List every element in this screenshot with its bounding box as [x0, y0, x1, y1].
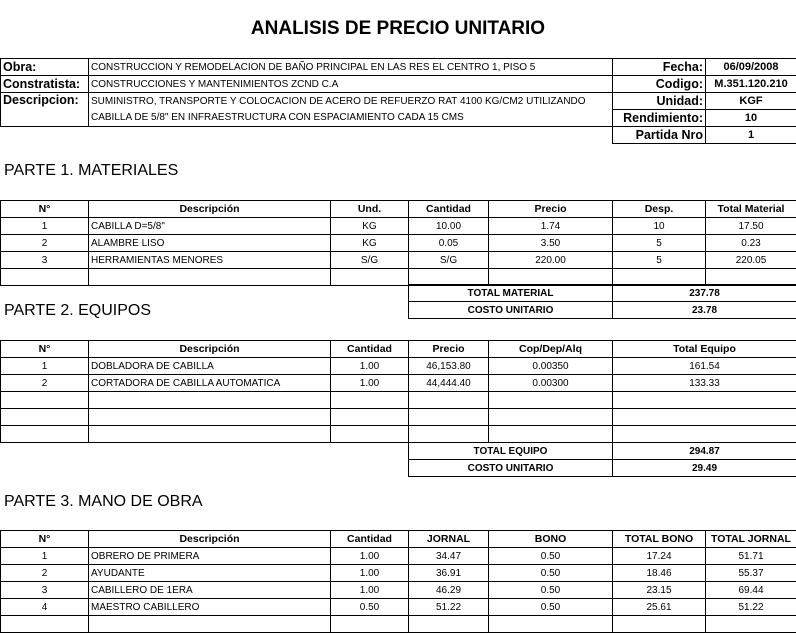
table-cell: 0.05 — [409, 235, 489, 252]
total-material-label: TOTAL MATERIAL — [409, 285, 613, 302]
table-row — [1, 582, 796, 599]
table-cell: 5 — [613, 252, 706, 269]
section-mano-obra-title: PARTE 3. MANO DE OBRA — [4, 493, 203, 511]
table-cell — [1, 426, 89, 443]
table-cell — [89, 409, 331, 426]
table-cell: 3.50 — [489, 235, 613, 252]
descripcion-line-2: CABILLA DE 5/8" EN INFRAESTRUCTURA CON ESPACIAMIENTO CADA 15 CMS — [89, 110, 613, 127]
table-cell — [489, 269, 613, 286]
obra-value: CONSTRUCCION Y REMODELACION DE BAÑO PRINCIPAL EN LAS RES EL CENTRO 1, PISO 5 — [89, 59, 613, 76]
table-cell: 46.29 — [409, 582, 489, 599]
table-cell — [409, 409, 489, 426]
table-cell: 36.91 — [409, 565, 489, 582]
table-cell: 10 — [613, 218, 706, 235]
table-cell: 3 — [1, 582, 89, 599]
table-cell: 0.50 — [489, 548, 613, 565]
table-cell — [89, 392, 331, 409]
table-cell — [331, 269, 409, 286]
table-cell: 5 — [613, 235, 706, 252]
table-cell: 1.00 — [331, 548, 409, 565]
table-cell: 44,444.40 — [409, 375, 489, 392]
materiales-table — [0, 200, 796, 286]
table-row — [1, 235, 796, 252]
contratista-value: CONSTRUCCIONES Y MANTENIMIENTOS ZCND C.A — [89, 76, 613, 93]
partida-label: Partida Nro — [613, 127, 706, 144]
header-row — [1, 341, 796, 358]
column-header: Descripción — [89, 531, 331, 548]
table-cell: 220.00 — [489, 252, 613, 269]
costo-unitario-material-value: 23.78 — [613, 302, 796, 319]
table-cell: 2 — [1, 565, 89, 582]
total-equipo-label: TOTAL EQUIPO — [409, 443, 613, 460]
table-cell — [489, 409, 613, 426]
unidad-value: KGF — [706, 93, 796, 110]
column-header: Precio — [489, 201, 613, 218]
column-header: N° — [1, 201, 89, 218]
unidad-label: Unidad: — [613, 93, 706, 110]
section-materiales-title: PARTE 1. MATERIALES — [4, 162, 178, 180]
table-cell: CABILLERO DE 1ERA — [89, 582, 331, 599]
table-cell: 55.37 — [706, 565, 796, 582]
table-cell: 51.22 — [706, 599, 796, 616]
table-row — [1, 392, 796, 409]
table-cell — [331, 426, 409, 443]
table-cell: 51.22 — [409, 599, 489, 616]
descripcion-label: Descripcion: — [1, 93, 89, 127]
table-cell: DOBLADORA DE CABILLA — [89, 358, 331, 375]
table-cell: 1 — [1, 358, 89, 375]
table-cell: 1.00 — [331, 582, 409, 599]
table-row — [1, 565, 796, 582]
table-cell — [613, 269, 706, 286]
table-cell: KG — [331, 218, 409, 235]
table-cell: 161.54 — [613, 358, 796, 375]
table-cell: HERRAMIENTAS MENORES — [89, 252, 331, 269]
table-cell: 17.24 — [613, 548, 706, 565]
column-header: Cantidad — [331, 531, 409, 548]
table-cell: 17.50 — [706, 218, 796, 235]
table-row — [1, 426, 796, 443]
rendimiento-label: Rendimiento: — [613, 110, 706, 127]
table-cell: 1 — [1, 548, 89, 565]
costo-unitario-equipo-label: COSTO UNITARIO — [409, 460, 613, 477]
column-header: Cantidad — [409, 201, 489, 218]
header-row — [1, 201, 796, 218]
table-cell: 4 — [1, 599, 89, 616]
table-cell: 0.50 — [489, 565, 613, 582]
table-cell: 69.44 — [706, 582, 796, 599]
table-cell: 2 — [1, 235, 89, 252]
table-cell — [89, 269, 331, 286]
table-cell: 51.71 — [706, 548, 796, 565]
header-row — [1, 531, 796, 548]
table-cell — [409, 392, 489, 409]
table-row — [1, 375, 796, 392]
column-header: TOTAL JORNAL — [706, 531, 796, 548]
column-header: N° — [1, 531, 89, 548]
table-cell: 0.00300 — [489, 375, 613, 392]
materiales-totals — [408, 284, 796, 319]
column-header: TOTAL BONO — [613, 531, 706, 548]
obra-label: Obra: — [1, 59, 89, 76]
contratista-label: Constratista: — [1, 76, 89, 93]
column-header: Descripción — [89, 201, 331, 218]
table-row — [1, 269, 796, 286]
total-equipo-value: 294.87 — [613, 443, 796, 460]
table-cell — [331, 392, 409, 409]
table-row — [1, 409, 796, 426]
table-cell — [89, 426, 331, 443]
table-row — [1, 218, 796, 235]
total-material-value: 237.78 — [613, 285, 796, 302]
column-header: Precio — [409, 341, 489, 358]
codigo-label: Codigo: — [613, 76, 706, 93]
costo-unitario-material-label: COSTO UNITARIO — [409, 302, 613, 319]
table-cell: 0.50 — [489, 582, 613, 599]
table-cell: 46,153.80 — [409, 358, 489, 375]
column-header: Total Equipo — [613, 341, 796, 358]
table-cell: 133.33 — [613, 375, 796, 392]
table-cell: 3 — [1, 252, 89, 269]
header-info-table — [0, 58, 796, 144]
table-cell: 0.50 — [331, 599, 409, 616]
mano-obra-table — [0, 530, 796, 633]
table-cell — [489, 392, 613, 409]
table-cell: 0.23 — [706, 235, 796, 252]
section-equipos-title: PARTE 2. EQUIPOS — [4, 302, 151, 320]
table-cell — [1, 409, 89, 426]
table-cell: 1.00 — [331, 375, 409, 392]
table-cell: 25.61 — [613, 599, 706, 616]
table-cell — [613, 426, 796, 443]
table-cell — [409, 269, 489, 286]
table-cell — [331, 409, 409, 426]
column-header: Descripción — [89, 341, 331, 358]
table-cell: 0.00350 — [489, 358, 613, 375]
codigo-value: M.351.120.210 — [706, 76, 796, 93]
table-row — [1, 252, 796, 269]
table-cell — [489, 426, 613, 443]
table-cell — [1, 392, 89, 409]
table-cell — [706, 269, 796, 286]
table-cell: 1 — [1, 218, 89, 235]
equipos-table — [0, 340, 796, 443]
table-cell: OBRERO DE PRIMERA — [89, 548, 331, 565]
table-cell — [409, 426, 489, 443]
table-cell: 2 — [1, 375, 89, 392]
column-header: JORNAL — [409, 531, 489, 548]
table-row — [1, 548, 796, 565]
table-cell: AYUDANTE — [89, 565, 331, 582]
table-cell: 1.00 — [331, 565, 409, 582]
column-header: N° — [1, 341, 89, 358]
table-cell: S/G — [409, 252, 489, 269]
column-header: Desp. — [613, 201, 706, 218]
rendimiento-value: 10 — [706, 110, 796, 127]
equipos-totals — [408, 442, 796, 477]
table-cell: S/G — [331, 252, 409, 269]
partida-value: 1 — [706, 127, 796, 144]
table-cell: CORTADORA DE CABILLA AUTOMATICA — [89, 375, 331, 392]
table-cell: 1.74 — [489, 218, 613, 235]
page-title: ANALISIS DE PRECIO UNITARIO — [0, 18, 796, 40]
fecha-label: Fecha: — [613, 59, 706, 76]
column-header: Total Material — [706, 201, 796, 218]
table-cell — [613, 392, 796, 409]
table-cell: 220.05 — [706, 252, 796, 269]
table-cell: MAESTRO CABILLERO — [89, 599, 331, 616]
column-header: BONO — [489, 531, 613, 548]
column-header: Cop/Dep/Alq — [489, 341, 613, 358]
fecha-value: 06/09/2008 — [706, 59, 796, 76]
table-cell: ALAMBRE LISO — [89, 235, 331, 252]
table-cell: 18.46 — [613, 565, 706, 582]
table-cell — [1, 269, 89, 286]
table-cell: CABILLA D=5/8" — [89, 218, 331, 235]
column-header: Und. — [331, 201, 409, 218]
table-cell: 23.15 — [613, 582, 706, 599]
table-cell: 10.00 — [409, 218, 489, 235]
table-row — [1, 599, 796, 616]
table-cell: 34.47 — [409, 548, 489, 565]
table-cell — [613, 409, 796, 426]
table-cell: KG — [331, 235, 409, 252]
table-row — [1, 358, 796, 375]
costo-unitario-equipo-value: 29.49 — [613, 460, 796, 477]
table-cell: 1.00 — [331, 358, 409, 375]
column-header: Cantidad — [331, 341, 409, 358]
descripcion-line-1: SUMINISTRO, TRANSPORTE Y COLOCACION DE ACERO DE REFUERZO RAT 4100 KG/CM2 UTILIZANDO — [89, 93, 613, 110]
table-cell: 0.50 — [489, 599, 613, 616]
